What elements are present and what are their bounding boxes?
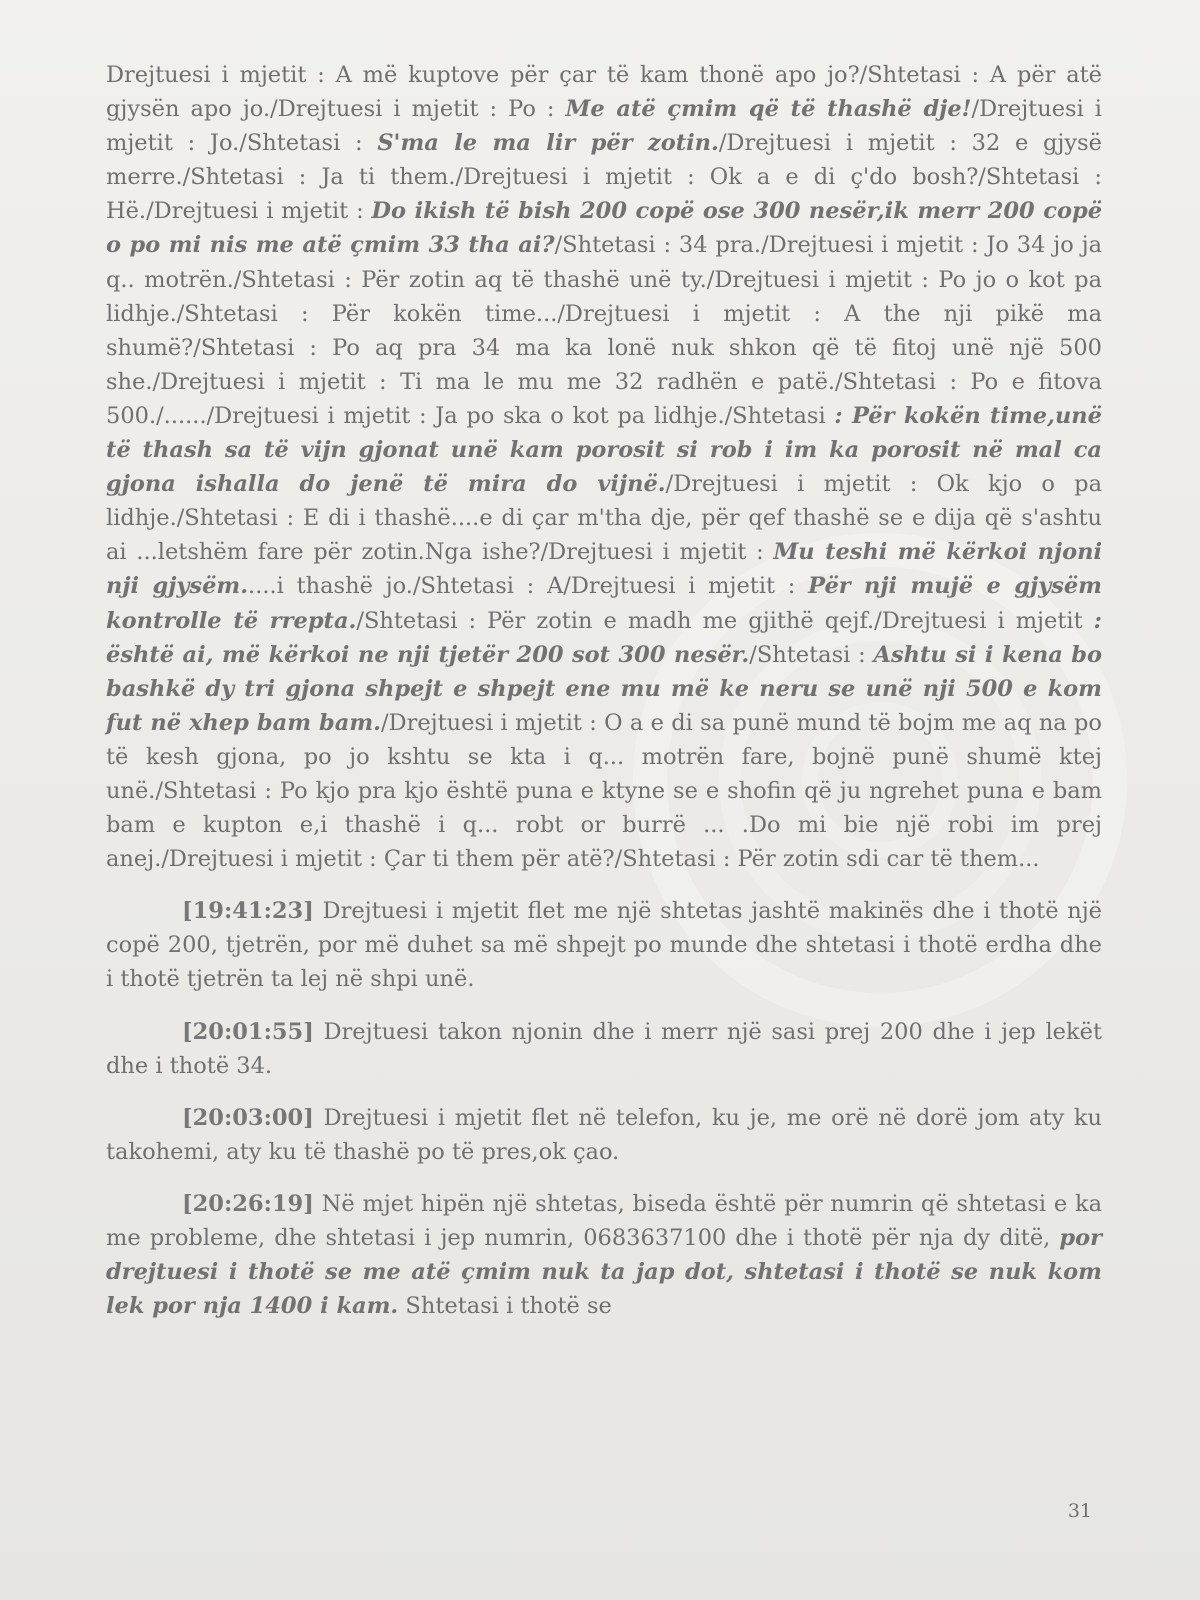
dialogue-segment: Do ikish të bish 200 copë ose 300 nesër,ik merr 200 copë o po mi nis me atë çmim 33 tha ai?	[106, 198, 1103, 259]
entry-text: Në mjet hipën një shtetas, biseda është për numrin që shtetasi e ka me probleme, dhe shtetasi i jep numrin, 0683637100 dhe i thotë për nja dy ditë,	[106, 1190, 1102, 1251]
dialogue-segment: /Shtetasi :	[749, 641, 874, 668]
entry-text: Drejtuesi i mjetit flet në telefon, ku je, me orë në dorë jom aty ku takohemi, aty ku të thashë po të pres,ok çao.	[106, 1104, 1102, 1165]
dialogue-segment: S'ma le ma lir për zotin.	[377, 130, 719, 157]
timestamp: [19:41:23]	[182, 898, 314, 925]
dialogue-segment: /Drejtuesi i mjetit : Jo./Shtetasi :	[106, 96, 1102, 157]
dialogue-segment: ....i thashë jo./Shtetasi : A/Drejtuesi i mjetit :	[248, 573, 809, 600]
dialogue-segment: Për nji mujë e gjysëm kontrolle të rrepta.	[106, 573, 1102, 634]
timestamp: [20:01:55]	[182, 1018, 314, 1045]
log-entry	[106, 894, 1102, 996]
dialogue-segment: Drejtuesi i mjetit : A më kuptove për çar të kam thonë apo jo?/Shtetasi : A për atë gjysën apo jo./Drejtuesi i mjetit : Po :	[106, 62, 1102, 123]
entry-text-continued: Shtetasi i thotë se	[398, 1293, 612, 1320]
dialogue-segment: : është ai, më kërkoi ne nji tjetër 200 sot 300 nesër.	[106, 607, 1102, 668]
dialogue-segment: : Për kokën time,unë të thash sa të vijn gjonat unë kam porosit si rob i im ka porosit në mal ca gjona ishalla do jenë të mira do vijnë.	[106, 402, 1102, 498]
transcript-text	[106, 58, 1102, 1323]
timestamp: [20:26:19]	[182, 1190, 314, 1217]
dialogue-paragraph	[106, 58, 1102, 876]
dialogue-segment: Ashtu si i kena bo bashkë dy tri gjona shpejt e shpejt ene mu më ke neru se unë nji 500 e kom fut në xhep bam bam.	[106, 641, 1103, 736]
dialogue-segment: /Drejtuesi i mjetit : O a e di sa punë mund të bojm me aq na po të kesh gjona, po jo kshtu se kta i q... motrën fare, bojnë punë shumë ktej unë./Shtetasi : Po kjo pra kjo është puna e ktyne se e shofin që ju ngrehet puna e bam bam e kupton e,i thashë i q... robt or burrë ... .Do mi bie një robi im prej anej./Drejtuesi i mjetit : Çar ti them për atë?/Shtetasi : Për zotin sdi car të them...	[106, 709, 1102, 873]
dialogue-segment: Mu teshi më kërkoi njoni nji gjysëm.	[106, 539, 1102, 600]
log-entry	[106, 1015, 1102, 1083]
dialogue-segment: Me atë çmim që të thashë dje!	[565, 96, 972, 123]
dialogue-segment: /Drejtuesi i mjetit : 32 e gjysë merre./Shtetasi : Ja ti them./Drejtuesi i mjetit : Ok a e di ç'do bosh?/Shtetasi : Hë./Drejtuesi i mjetit :	[106, 130, 1102, 225]
page-number: 31	[1067, 1500, 1092, 1522]
dialogue-segment: /Drejtuesi i mjetit : Ok kjo o pa lidhje./Shtetasi : E di i thashë....e di çar m'tha dje, për qef thashë se e dija që s'ashtu ai ...letshëm fare për zotin.Nga ishe?/Drejtuesi i mjetit :	[106, 471, 1102, 566]
dialogue-segment: /Shtetasi : 34 pra./Drejtuesi i mjetit : Jo 34 jo ja q.. motrën./Shtetasi : Për zotin aq të thashë unë ty./Drejtuesi i mjetit : Po jo o kot pa lidhje./Shtetasi : Për kokën time.../Drejtuesi i mjetit : A the nji pikë ma shumë?/Shtetasi : Po aq pra 34 ma ka lonë nuk shkon që të fitoj unë një 500 she./Drejtuesi i mjetit : Ti ma le mu me 32 radhën e patë./Shtetasi : Po e fitova 500./....../Drejtuesi i mjetit : Ja po ska o kot pa lidhje./Shtetasi	[106, 232, 1102, 429]
entry-text: Drejtuesi i mjetit flet me një shtetas jashtë makinës dhe i thotë një copë 200, tjetrën, por më duhet sa më shpejt po munde dhe shtetasi i thotë erdha dhe i thotë tjetrën ta lej në shpi unë.	[106, 898, 1102, 993]
timestamp: [20:03:00]	[182, 1104, 314, 1131]
log-entry	[106, 1101, 1102, 1169]
entry-text: Drejtuesi takon njonin dhe i merr një sasi prej 200 dhe i jep lekët dhe i thotë 34.	[106, 1018, 1102, 1079]
dialogue-segment: /Shtetasi : Për zotin e madh me gjithë qejf./Drejtuesi i mjetit	[356, 607, 1094, 634]
entry-emphasis: por drejtuesi i thotë se me atë çmim nuk ta jap dot, shtetasi i thotë se nuk kom lek por nja 1400 i kam.	[106, 1225, 1102, 1320]
log-entry	[106, 1187, 1102, 1323]
